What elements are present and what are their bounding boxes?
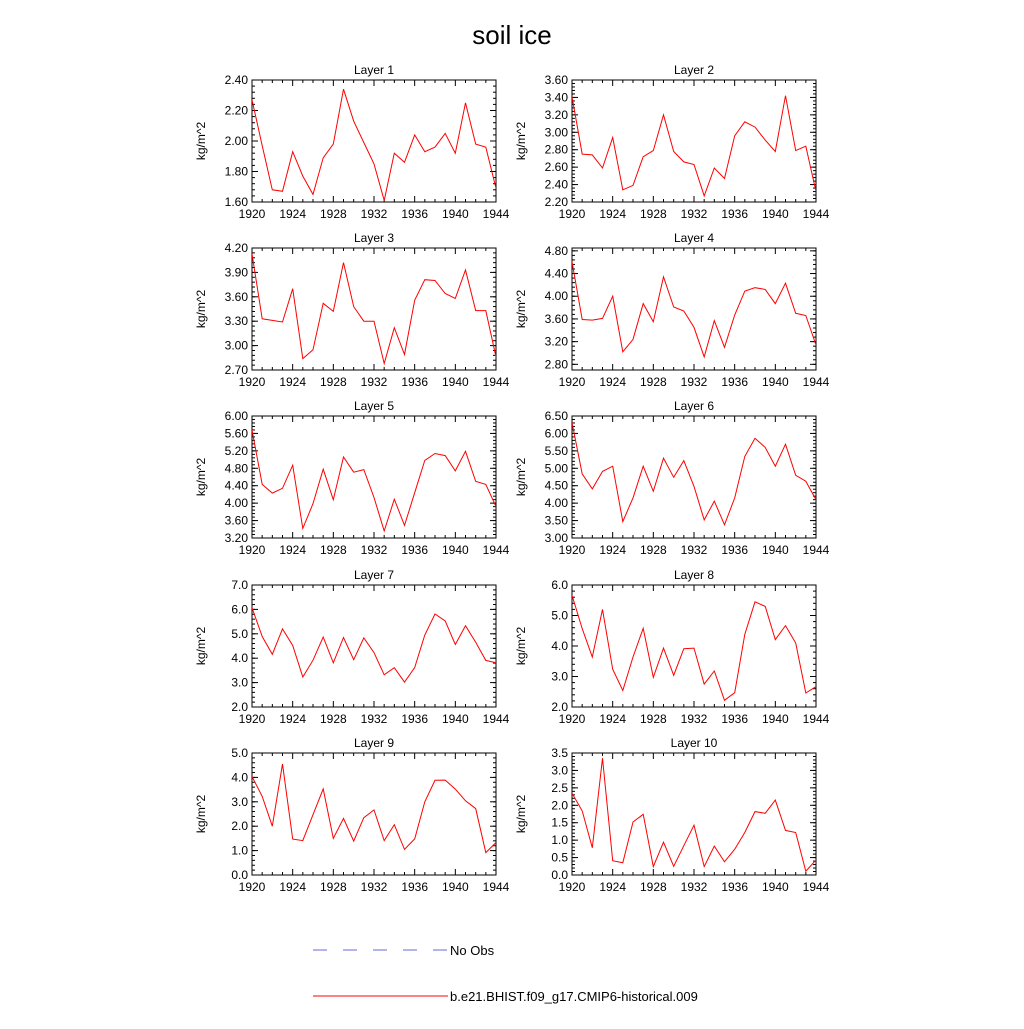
y-tick-label: 6.00	[224, 409, 248, 423]
y-tick-label: 4.0	[231, 651, 248, 666]
plot-frame	[572, 80, 816, 202]
x-tick-label: 1932	[680, 543, 708, 557]
y-tick-label: 3.5	[551, 746, 568, 760]
y-tick-label: 4.50	[544, 478, 568, 493]
x-tick-label: 1920	[238, 375, 266, 389]
y-tick-label: 2.0	[231, 819, 248, 834]
figure-title: soil ice	[472, 20, 552, 50]
x-tick-label: 1932	[360, 880, 388, 894]
x-tick-label: 1920	[558, 207, 586, 221]
panel-layer-1	[194, 63, 510, 221]
x-tick-label: 1928	[639, 880, 667, 894]
x-tick-label: 1928	[639, 375, 667, 389]
y-tick-label: 4.00	[544, 289, 568, 304]
x-tick-label: 1936	[721, 207, 749, 221]
y-tick-label: 0.0	[231, 868, 248, 882]
series-line	[572, 758, 816, 871]
y-tick-label: 3.60	[544, 311, 568, 326]
x-tick-label: 1944	[482, 375, 510, 389]
x-tick-label: 1928	[319, 880, 347, 894]
y-tick-label: 1.80	[224, 164, 248, 179]
x-tick-label: 1936	[401, 207, 429, 221]
y-tick-label: 3.20	[224, 531, 248, 545]
y-tick-label: 4.40	[544, 266, 568, 281]
y-tick-label: 2.00	[224, 134, 248, 148]
panel-title: Layer 2	[673, 63, 715, 77]
y-tick-label: 3.0	[231, 794, 248, 809]
x-tick-label: 1944	[802, 375, 830, 389]
x-tick-label: 1928	[639, 543, 667, 557]
y-axis-label: kg/m^2	[194, 626, 208, 666]
x-tick-label: 1924	[279, 712, 307, 726]
y-tick-label: 2.0	[231, 700, 248, 714]
series-line	[572, 595, 816, 700]
y-tick-label: 2.0	[551, 798, 568, 813]
x-tick-label: 1920	[558, 543, 586, 557]
y-tick-label: 4.20	[224, 241, 248, 255]
x-tick-label: 1924	[279, 375, 307, 389]
x-tick-label: 1936	[401, 880, 429, 894]
x-tick-label: 1932	[360, 375, 388, 389]
x-tick-label: 1940	[441, 543, 469, 557]
y-tick-label: 4.00	[224, 496, 248, 511]
x-tick-label: 1924	[599, 207, 627, 221]
x-tick-label: 1932	[680, 207, 708, 221]
y-tick-label: 2.60	[544, 160, 568, 175]
x-tick-label: 1928	[639, 712, 667, 726]
y-axis-label: kg/m^2	[514, 289, 528, 329]
plot-frame	[252, 585, 496, 707]
x-tick-label: 1928	[639, 207, 667, 221]
panel-title: Layer 10	[670, 736, 718, 750]
x-tick-label: 1936	[721, 375, 749, 389]
y-axis-label: kg/m^2	[194, 794, 208, 834]
y-tick-label: 3.0	[231, 675, 248, 690]
y-tick-label: 1.5	[551, 815, 568, 830]
panel-title: Layer 4	[673, 231, 715, 245]
x-tick-label: 1924	[279, 543, 307, 557]
x-tick-label: 1924	[279, 207, 307, 221]
panel-title: Layer 9	[353, 736, 395, 750]
panels	[194, 63, 830, 894]
plot-frame	[252, 753, 496, 875]
panel-title: Layer 3	[353, 231, 395, 245]
y-tick-label: 3.20	[544, 107, 568, 122]
y-tick-label: 3.50	[544, 513, 568, 528]
series-line	[572, 96, 816, 196]
y-tick-label: 6.00	[544, 426, 568, 441]
x-tick-label: 1944	[482, 207, 510, 221]
panel-title: Layer 1	[353, 63, 395, 77]
y-tick-label: 4.40	[224, 478, 248, 493]
x-tick-label: 1944	[802, 543, 830, 557]
x-tick-label: 1920	[238, 543, 266, 557]
x-tick-label: 1924	[599, 880, 627, 894]
y-tick-label: 2.80	[544, 142, 568, 157]
plot-frame	[252, 416, 496, 538]
y-tick-label: 3.60	[224, 289, 248, 304]
x-tick-label: 1940	[761, 880, 789, 894]
series-line	[252, 89, 496, 200]
x-tick-label: 1920	[558, 880, 586, 894]
panel-layer-4	[514, 231, 830, 389]
y-axis-label: kg/m^2	[514, 626, 528, 666]
series-line	[572, 423, 816, 525]
x-tick-label: 1944	[482, 880, 510, 894]
x-tick-label: 1936	[721, 712, 749, 726]
y-tick-label: 2.20	[224, 103, 248, 118]
y-tick-label: 1.0	[231, 843, 248, 858]
panel-layer-10	[514, 736, 830, 894]
x-tick-label: 1940	[761, 375, 789, 389]
y-tick-label: 5.20	[224, 443, 248, 458]
y-tick-label: 4.80	[224, 461, 248, 476]
panel-layer-5	[194, 399, 510, 557]
y-tick-label: 2.40	[544, 177, 568, 192]
x-tick-label: 1932	[680, 712, 708, 726]
x-tick-label: 1932	[360, 207, 388, 221]
series-line	[252, 764, 496, 853]
x-tick-label: 1924	[279, 880, 307, 894]
plot-frame	[572, 416, 816, 538]
y-tick-label: 5.0	[551, 608, 568, 623]
x-tick-label: 1944	[802, 207, 830, 221]
x-tick-label: 1940	[761, 543, 789, 557]
x-tick-label: 1920	[558, 375, 586, 389]
x-tick-label: 1940	[761, 712, 789, 726]
y-tick-label: 5.50	[544, 443, 568, 458]
y-tick-label: 3.0	[551, 763, 568, 778]
y-tick-label: 6.0	[231, 602, 248, 617]
y-tick-label: 4.80	[544, 243, 568, 258]
y-tick-label: 3.0	[551, 669, 568, 684]
y-tick-label: 6.50	[544, 409, 568, 423]
y-tick-label: 3.00	[224, 338, 248, 353]
x-tick-label: 1940	[441, 207, 469, 221]
y-tick-label: 2.70	[224, 363, 248, 377]
x-tick-label: 1924	[599, 712, 627, 726]
x-tick-label: 1936	[721, 543, 749, 557]
x-tick-label: 1936	[401, 375, 429, 389]
series-line	[252, 254, 496, 364]
plot-frame	[252, 80, 496, 202]
y-tick-label: 4.0	[231, 770, 248, 785]
y-tick-label: 3.60	[544, 73, 568, 87]
panel-title: Layer 7	[353, 568, 395, 582]
x-tick-label: 1932	[360, 712, 388, 726]
x-tick-label: 1932	[360, 543, 388, 557]
x-tick-label: 1944	[802, 712, 830, 726]
x-tick-label: 1944	[802, 880, 830, 894]
legend	[313, 943, 698, 1004]
x-tick-label: 1940	[441, 880, 469, 894]
y-tick-label: 0.0	[551, 868, 568, 882]
y-axis-label: kg/m^2	[194, 121, 208, 161]
y-tick-label: 0.5	[551, 850, 568, 865]
y-tick-label: 2.5	[551, 780, 568, 795]
x-tick-label: 1928	[319, 207, 347, 221]
y-tick-label: 3.00	[544, 125, 568, 140]
x-tick-label: 1936	[401, 543, 429, 557]
series-line	[252, 430, 496, 531]
y-tick-label: 7.0	[231, 578, 248, 592]
y-tick-label: 5.0	[231, 626, 248, 641]
y-axis-label: kg/m^2	[514, 794, 528, 834]
y-tick-label: 3.00	[544, 531, 568, 545]
y-tick-label: 3.90	[224, 265, 248, 280]
plot-frame	[572, 248, 816, 370]
x-tick-label: 1924	[599, 375, 627, 389]
y-axis-label: kg/m^2	[194, 289, 208, 329]
y-tick-label: 2.80	[544, 357, 568, 372]
x-tick-label: 1920	[238, 207, 266, 221]
panel-title: Layer 8	[673, 568, 715, 582]
y-tick-label: 3.40	[544, 90, 568, 105]
x-tick-label: 1920	[238, 880, 266, 894]
y-axis-label: kg/m^2	[514, 457, 528, 497]
x-tick-label: 1944	[482, 712, 510, 726]
x-tick-label: 1920	[558, 712, 586, 726]
x-tick-label: 1928	[319, 375, 347, 389]
y-tick-label: 1.60	[224, 195, 248, 209]
series-line	[572, 262, 816, 357]
x-tick-label: 1940	[761, 207, 789, 221]
y-tick-label: 5.00	[544, 461, 568, 476]
panel-layer-9	[194, 736, 510, 894]
panel-layer-3	[194, 231, 510, 389]
x-tick-label: 1940	[441, 712, 469, 726]
x-tick-label: 1932	[680, 880, 708, 894]
plot-frame	[252, 248, 496, 370]
x-tick-label: 1944	[482, 543, 510, 557]
y-tick-label: 3.20	[544, 334, 568, 349]
y-tick-label: 2.0	[551, 700, 568, 714]
y-tick-label: 2.20	[544, 195, 568, 209]
plot-frame	[572, 753, 816, 875]
legend-model-label: b.e21.BHIST.f09_g17.CMIP6-historical.009	[450, 989, 698, 1004]
x-tick-label: 1940	[441, 375, 469, 389]
y-tick-label: 3.30	[224, 314, 248, 329]
panel-layer-6	[514, 399, 830, 557]
y-axis-label: kg/m^2	[514, 121, 528, 161]
y-tick-label: 1.0	[551, 833, 568, 848]
x-tick-label: 1928	[319, 712, 347, 726]
y-tick-label: 4.00	[544, 496, 568, 511]
series-line	[252, 608, 496, 682]
panel-layer-8	[514, 568, 830, 726]
x-tick-label: 1932	[680, 375, 708, 389]
panel-title: Layer 6	[673, 399, 715, 413]
x-tick-label: 1924	[599, 543, 627, 557]
y-tick-label: 5.0	[231, 746, 248, 760]
y-tick-label: 6.0	[551, 578, 568, 592]
y-tick-label: 2.40	[224, 73, 248, 87]
y-tick-label: 3.60	[224, 513, 248, 528]
y-tick-label: 5.60	[224, 426, 248, 441]
x-tick-label: 1936	[721, 880, 749, 894]
x-tick-label: 1920	[238, 712, 266, 726]
x-tick-label: 1936	[401, 712, 429, 726]
panel-title: Layer 5	[353, 399, 395, 413]
panel-layer-7	[194, 568, 510, 726]
panel-layer-2	[514, 63, 830, 221]
y-tick-label: 4.0	[551, 639, 568, 653]
x-tick-label: 1928	[319, 543, 347, 557]
y-axis-label: kg/m^2	[194, 457, 208, 497]
legend-obs-label: No Obs	[450, 943, 495, 958]
